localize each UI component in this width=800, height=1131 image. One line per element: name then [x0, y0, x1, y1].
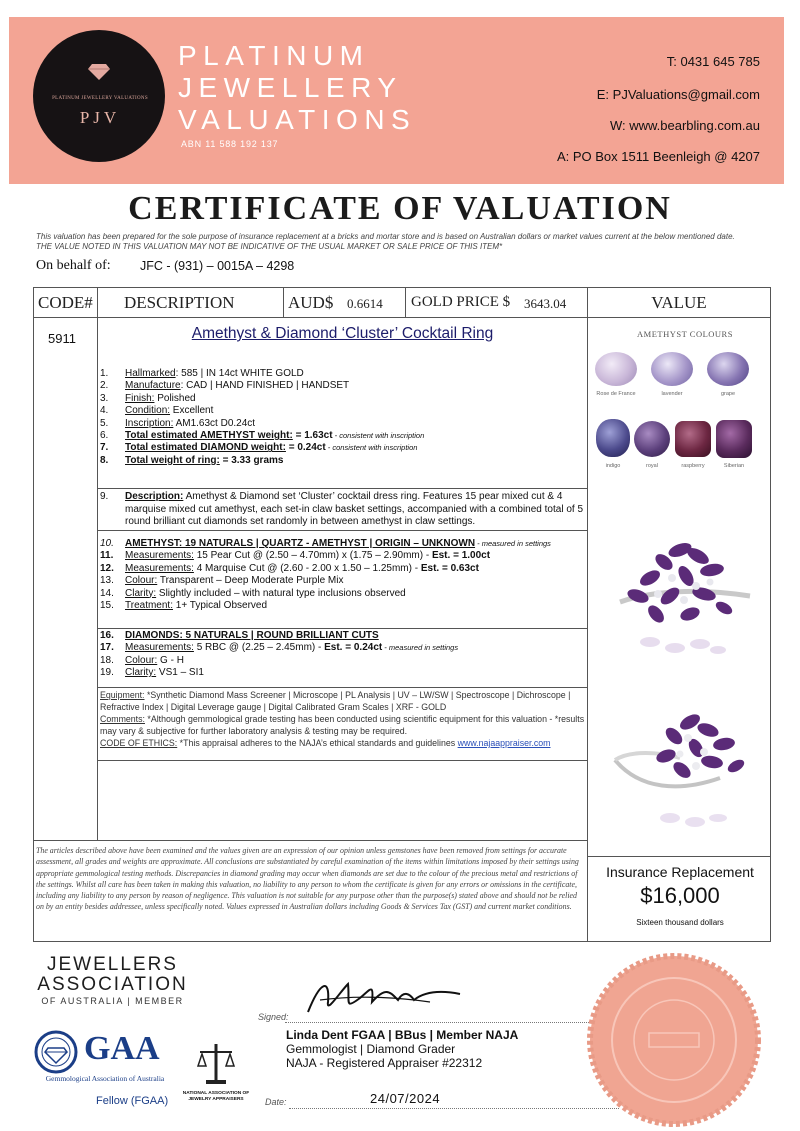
terms-and-conditions: The articles described above have been examined and the values given are an expression of our opinion unless gemstones have been removed from settings for accurate assessment, all grades and weights are approximate. All conclusions are substantiated by careful examination of the items within limitations imposed by their settings using appropriate gemmological testing methods. Discrepancies in diamond grading may occur when diamonds are set due to the colour of the precious metal and restrictions of the settings. Whilst all care has been taken in making this valuation, no liability to any person to whom the certificate is given for any errors or omissions in the certificate, including any liability to any person by reason of negligence. This valuation is not suitable for any purpose other than the purpose(s) stated above and should not be relied on by an entity besides addressee, unless specifically noted. Values expressed in Australian dollars including Goods & Services Tax (GST) and current market conditions. [36, 846, 579, 912]
swatch-label: lavender [661, 391, 683, 397]
item-code: 5911 [48, 331, 76, 346]
swatch-label: indigo [605, 463, 621, 469]
row-divider [97, 488, 587, 489]
on-behalf-label: On behalf of: [36, 258, 111, 273]
list-item: 5. Inscription: AM1.63ct D0.24ct [100, 417, 256, 429]
ja-logo-line-1: JEWELLERS [47, 954, 178, 975]
list-item: 13. Colour: Transparent – Deep Moderate Purple Mix [100, 575, 344, 587]
column-divider [405, 287, 406, 318]
list-item: 15. Treatment: 1+ Typical Observed [100, 600, 268, 612]
swatch-royal [634, 421, 670, 457]
swatch-label: royal [646, 463, 658, 469]
swatch-label: Siberian [723, 463, 745, 469]
disclaimer-line-1: This valuation has been prepared for the sole purpose of insurance replacement at a bricks and mortar store and is based on Australian dollars or market values current at the below mentioned date. [36, 232, 735, 241]
description-text: Description: Amethyst & Diamond set ‘Cluster’ cocktail dress ring. Features 15 pear mixed cut & 4 marquise mixed cut amethyst, each set-in claw basket settings, accompanied with a combined total of 5 round brilliant cut diamonds set randomly in between amethyst in claw settings. [125, 491, 584, 528]
list-item: 6. Total estimated AMETHYST weight: = 1.63ct - consistent with inscription [100, 430, 425, 442]
company-name-line-3: VALUATIONS [178, 104, 417, 135]
list-item: 19. Clarity: VS1 – SI1 [100, 667, 204, 679]
column-divider [587, 287, 588, 942]
list-item: 2. Manufacture: CAD | HAND FINISHED | HANDSET [100, 380, 350, 392]
swatch-siberian [716, 420, 752, 458]
signed-label: Signed: [258, 1012, 289, 1022]
column-divider [283, 287, 284, 318]
signature-image [300, 972, 470, 1022]
contact-address: A: PO Box 1511 Beenleigh @ 4207 [556, 149, 760, 164]
disclaimer-line-2: THE VALUE NOTED IN THIS VALUATION MAY NOT BE INDICATIVE OF THE USUAL MARKET OR SALE PRICE OF THIS ITEM* [36, 242, 503, 251]
list-item: 11. Measurements: 15 Pear Cut @ (2.50 – 4.70mm) x (1.75 – 2.90mm) - Est. = 1.00ct [100, 550, 491, 562]
header-gold-value: 3643.04 [524, 296, 567, 311]
date-line [289, 1108, 619, 1109]
abn-number: ABN 11 588 192 137 [181, 139, 279, 149]
ja-logo-line-3: OF AUSTRALIA | MEMBER [41, 996, 184, 1006]
details-list [100, 368, 586, 467]
logo-monogram: PJV [79, 108, 121, 127]
gaa-fellow: Fellow (FGAA) [96, 1095, 169, 1107]
naja-logo-text: NATIONAL ASSOCIATION OF JEWELRY APPRAISERS [182, 1091, 250, 1102]
header-aud-value: 0.6614 [347, 296, 383, 311]
signature-line [285, 1022, 615, 1023]
logo-subtitle: PLATINUM JEWELLERY VALUATIONS [52, 96, 148, 101]
date-label: Date: [265, 1097, 287, 1107]
naja-link[interactable]: www.najaappraiser.com [457, 738, 551, 748]
swatch-label: Rose de France [596, 391, 636, 397]
swatch-raspberry [675, 421, 711, 457]
swatch-grape [707, 352, 749, 386]
insurance-words: Sixteen thousand dollars [636, 918, 724, 927]
list-item: 18. Colour: G - H [100, 654, 184, 666]
swatch-lavender [651, 352, 693, 386]
header-gold-label: GOLD PRICE $ [411, 294, 511, 310]
list-item: 1. Hallmarked: 585 | IN 14ct WHITE GOLD [100, 368, 304, 379]
signer-title-1: Gemmologist | Diamond Grader [286, 1042, 456, 1056]
list-item: 7. Total estimated DIAMOND weight: = 0.24ct - consistent with inscription [100, 442, 418, 454]
row-divider [33, 840, 587, 841]
row-divider [97, 628, 587, 629]
contact-website: W: www.bearbling.com.au [609, 118, 760, 133]
row-divider [97, 687, 587, 688]
list-item: 8. Total weight of ring: = 3.33 grams [100, 454, 284, 466]
swatch-indigo [596, 419, 630, 457]
list-item: 3. Finish: Polished [100, 392, 196, 404]
amethyst-list [100, 538, 586, 612]
valuation-date: 24/07/2024 [370, 1091, 441, 1106]
signer-title-2: NAJA - Registered Appraiser #22312 [286, 1056, 483, 1070]
amethyst-colours-title: AMETHYST COLOURS [637, 329, 733, 339]
insurance-amount: $16,000 [640, 883, 720, 908]
header-aud-label: AUD$ [288, 293, 334, 312]
embossed-seal [587, 953, 761, 1127]
ring-photo-bottom [600, 700, 770, 840]
ring-photo-top [600, 530, 770, 675]
certificate-title: CERTIFICATE OF VALUATION [128, 190, 672, 227]
row-divider [97, 530, 587, 531]
on-behalf-value: JFC - (931) – 0015A – 4298 [140, 259, 295, 273]
list-item: 14. Clarity: Slightly included – with natural type inclusions observed [100, 587, 406, 599]
contact-phone: T: 0431 645 785 [666, 54, 760, 69]
column-divider [97, 287, 98, 840]
row-divider [97, 760, 587, 761]
row-divider [587, 856, 771, 857]
header-value: VALUE [651, 293, 707, 312]
signer-block [286, 1028, 518, 1070]
diamond-list [100, 630, 586, 680]
header-code: CODE# [38, 293, 93, 312]
header-description: DESCRIPTION [124, 293, 235, 312]
list-item: 4. Condition: Excellent [100, 405, 214, 417]
gaa-emblem-icon [34, 1030, 78, 1074]
contact-email: E: PJValuations@gmail.com [596, 87, 760, 102]
list-item: 16. DIAMONDS: 5 NATURALS | ROUND BRILLIANT CUTS [100, 630, 379, 641]
equipment-notes: Equipment: *Synthetic Diamond Mass Screener | Microscope | PL Analysis | UV – LW/SW | Spectroscope | Dichroscope | Refractive Index | Digital Leverage gauge | Digital Calibrated Gram Scales | XRF - GOLD Comments: *Although gemmological grade testing has been conducted using scientific equipment for this valuation - *results may vary & subjective for further laboratory analysis & testing may be required. CODE OF ETHICS: *This appraisal adheres to the NAJA’s ethical standards and guidelines www.najaappraiser.com [100, 690, 585, 748]
swatch-label: raspberry [681, 463, 705, 469]
scales-icon [196, 1040, 236, 1088]
item-title: Amethyst & Diamond ‘Cluster’ Cocktail Ring [191, 325, 494, 342]
swatch-rose-de-france [595, 352, 637, 386]
insurance-label: Insurance Replacement [606, 864, 754, 880]
company-name-line-1: PLATINUM [178, 40, 370, 71]
list-item: 10. AMETHYST: 19 NATURALS | QUARTZ - AMETHYST | ORIGIN – UNKNOWN - measured in settings [100, 538, 551, 549]
description-number: 9. [100, 491, 109, 502]
diamond-icon [88, 64, 110, 80]
swatch-label: grape [720, 391, 736, 397]
gaa-logo-text: GAA [84, 1030, 160, 1067]
list-item: 12. Measurements: 4 Marquise Cut @ (2.60 - 2.00 x 1.50 – 1.25mm) - Est. = 0.63ct [100, 562, 479, 574]
ja-logo-line-2: ASSOCIATION [37, 974, 188, 995]
company-name-line-2: JEWELLERY [178, 72, 403, 103]
list-item: 17. Measurements: 5 RBC @ (2.25 – 2.45mm) - Est. = 0.24ct - measured in settings [100, 642, 459, 654]
signer-name: Linda Dent FGAA | BBus | Member NAJA [286, 1028, 519, 1042]
gaa-logo-subtitle: Gemmological Association of Australia [45, 1074, 165, 1083]
